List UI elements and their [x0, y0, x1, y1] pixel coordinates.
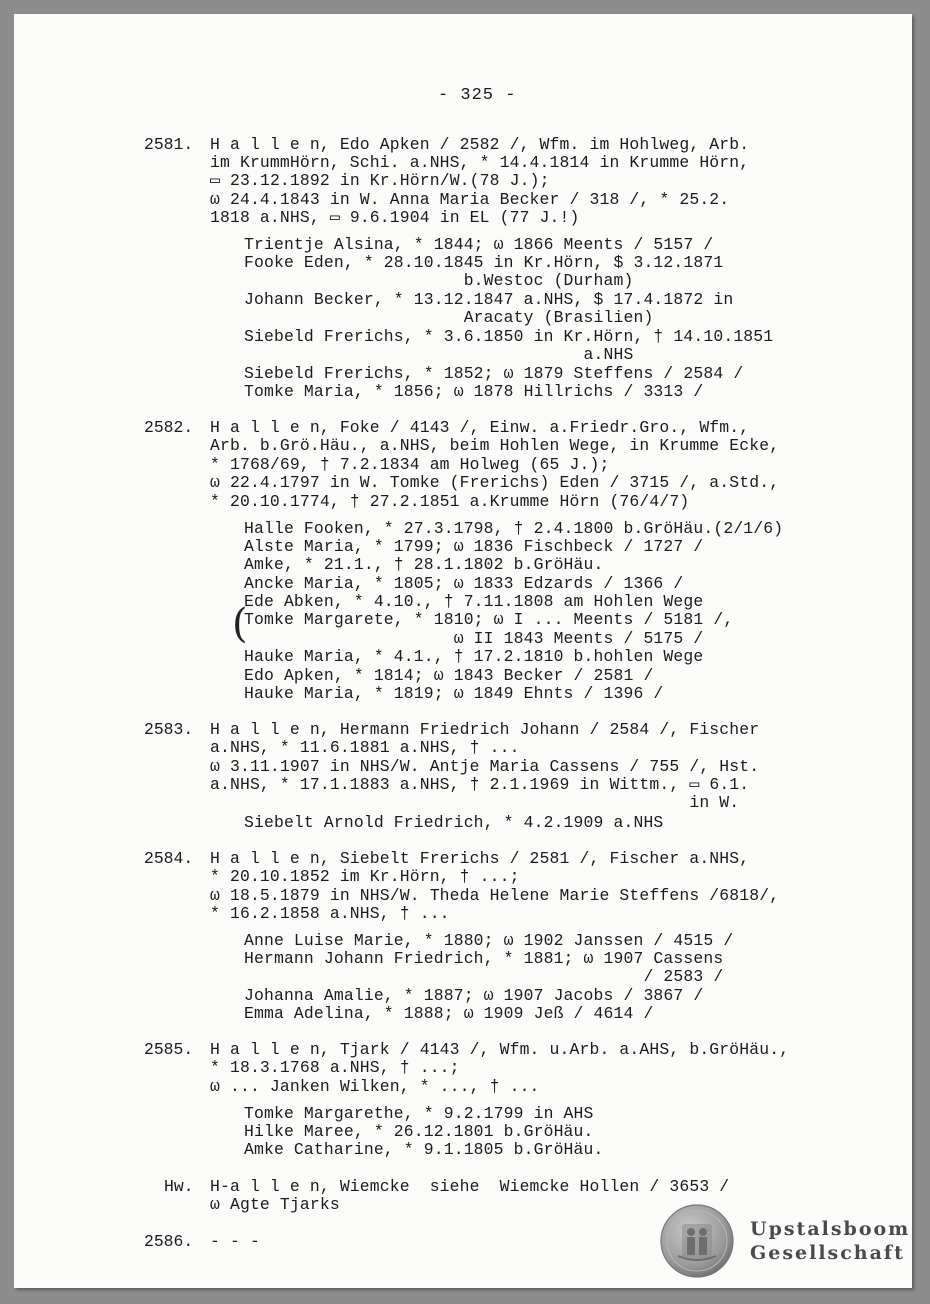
child-line: Siebeld Frerichs, * 3.6.1850 in Kr.Hörn, † 14.10.1851	[244, 327, 774, 346]
entry-line: H a l l e n, Hermann Friedrich Johann / 2584 /, Fischer	[210, 720, 760, 739]
entry-line: ▭ 23.12.1892 in Kr.Hörn/W.(78 J.);	[210, 171, 550, 190]
child-line: Ancke Maria, * 1805; ω 1833 Edzards / 1366 /	[244, 574, 684, 593]
entry-line: H a l l e n, Siebelt Frerichs / 2581 /, Fischer a.NHS,	[210, 849, 750, 868]
child-line: Trientje Alsina, * 1844; ω 1866 Meents / 5157 /	[244, 235, 714, 254]
entry-line: a.NHS, * 17.1.1883 a.NHS, † 2.1.1969 in Wittm., ▭ 6.1.	[210, 775, 750, 794]
entry-line: * 1768/69, † 7.2.1834 am Holweg (65 J.);	[210, 455, 610, 474]
entry-number: 2582.	[144, 418, 194, 437]
child-line: b.Westoc (Durham)	[244, 271, 634, 290]
entry-number: 2584.	[144, 849, 194, 868]
child-line: Siebeld Frerichs, * 1852; ω 1879 Steffens / 2584 /	[244, 364, 744, 383]
entry-line: * 16.2.1858 a.NHS, † ...	[210, 904, 450, 923]
entry-line: - - -	[210, 1232, 260, 1251]
child-line: ω II 1843 Meents / 5175 /	[244, 629, 704, 648]
child-line: Anne Luise Marie, * 1880; ω 1902 Janssen / 4515 /	[244, 931, 734, 950]
entry-line: * 20.10.1852 im Kr.Hörn, † ...;	[210, 867, 520, 886]
brand-line-1: Upstalsboom	[750, 1218, 911, 1240]
child-line: Amke Catharine, * 9.1.1805 b.GröHäu.	[244, 1140, 604, 1159]
child-line: Fooke Eden, * 28.10.1845 in Kr.Hörn, $ 3.12.1871	[244, 253, 724, 272]
child-line: Ede Abken, * 4.10., † 7.11.1808 am Hohlen Wege	[244, 592, 704, 611]
child-line: Hilke Maree, * 26.12.1801 b.GröHäu.	[244, 1122, 594, 1141]
entry-line: a.NHS, * 11.6.1881 a.NHS, † ...	[210, 738, 520, 757]
entry-line: H a l l e n, Tjark / 4143 /, Wfm. u.Arb. a.AHS, b.GröHäu.,	[210, 1040, 790, 1059]
entry-number: 2581.	[144, 135, 194, 154]
bracket-mark: (	[232, 601, 248, 647]
brand-line-2: Gesellschaft	[750, 1242, 905, 1264]
child-line: Halle Fooken, * 27.3.1798, † 2.4.1800 b.GröHäu.(2/1/6)	[244, 519, 784, 538]
entry-line: ω Agte Tjarks	[210, 1195, 340, 1214]
entry-line: ω ... Janken Wilken, * ..., † ...	[210, 1077, 540, 1096]
child-line: Aracaty (Brasilien)	[244, 308, 654, 327]
child-line: Siebelt Arnold Friedrich, * 4.2.1909 a.NHS	[244, 813, 664, 832]
entry-number: 2585.	[144, 1040, 194, 1059]
entry-line: ω 18.5.1879 in NHS/W. Theda Helene Marie Steffens /6818/,	[210, 886, 780, 905]
child-line: Johann Becker, * 13.12.1847 a.NHS, $ 17.4.1872 in	[244, 290, 734, 309]
page-number: - 325 -	[438, 86, 517, 105]
document-page	[14, 14, 912, 1288]
child-line: Hermann Johann Friedrich, * 1881; ω 1907 Cassens	[244, 949, 724, 968]
entry-number: Hw.	[164, 1177, 194, 1196]
entry-line: H a l l e n, Edo Apken / 2582 /, Wfm. im Hohlweg, Arb.	[210, 135, 750, 154]
child-line: Amke, * 21.1., † 28.1.1802 b.GröHäu.	[244, 555, 604, 574]
child-line: Hauke Maria, * 1819; ω 1849 Ehnts / 1396 /	[244, 684, 664, 703]
entry-line: ω 22.4.1797 in W. Tomke (Frerichs) Eden / 3715 /, a.Std.,	[210, 473, 780, 492]
entry-line: H a l l e n, Foke / 4143 /, Einw. a.Friedr.Gro., Wfm.,	[210, 418, 750, 437]
child-line: Alste Maria, * 1799; ω 1836 Fischbeck / 1727 /	[244, 537, 704, 556]
child-line: Emma Adelina, * 1888; ω 1909 Jeß / 4614 /	[244, 1004, 654, 1023]
child-line: / 2583 /	[244, 967, 724, 986]
child-line: Tomke Margarete, * 1810; ω I ... Meents / 5181 /,	[244, 610, 734, 629]
entry-line: ω 3.11.1907 in NHS/W. Antje Maria Cassens / 755 /, Hst.	[210, 757, 760, 776]
child-line: Tomke Margarethe, * 9.2.1799 in AHS	[244, 1104, 594, 1123]
child-line: Edo Apken, * 1814; ω 1843 Becker / 2581 /	[244, 666, 654, 685]
seal-icon	[660, 1204, 734, 1278]
entry-line: in W.	[210, 793, 740, 812]
child-line: Johanna Amalie, * 1887; ω 1907 Jacobs / 3867 /	[244, 986, 704, 1005]
entry-line: H-a l l e n, Wiemcke siehe Wiemcke Hollen / 3653 /	[210, 1177, 730, 1196]
entry-line: * 18.3.1768 a.NHS, † ...;	[210, 1058, 460, 1077]
child-line: Hauke Maria, * 4.1., † 17.2.1810 b.hohlen Wege	[244, 647, 704, 666]
entry-line: Arb. b.Grö.Häu., a.NHS, beim Hohlen Wege, in Krumme Ecke,	[210, 436, 780, 455]
entry-number: 2586.	[144, 1232, 194, 1251]
entry-line: 1818 a.NHS, ▭ 9.6.1904 in EL (77 J.!)	[210, 208, 580, 227]
entry-number: 2583.	[144, 720, 194, 739]
entry-line: im KrummHörn, Schi. a.NHS, * 14.4.1814 in Krumme Hörn,	[210, 153, 750, 172]
brand-watermark	[750, 1217, 910, 1265]
child-line: Tomke Maria, * 1856; ω 1878 Hillrichs / 3313 /	[244, 382, 704, 401]
entry-line: * 20.10.1774, † 27.2.1851 a.Krumme Hörn (76/4/7)	[210, 492, 690, 511]
child-line: a.NHS	[244, 345, 634, 364]
entry-line: ω 24.4.1843 in W. Anna Maria Becker / 318 /, * 25.2.	[210, 190, 730, 209]
